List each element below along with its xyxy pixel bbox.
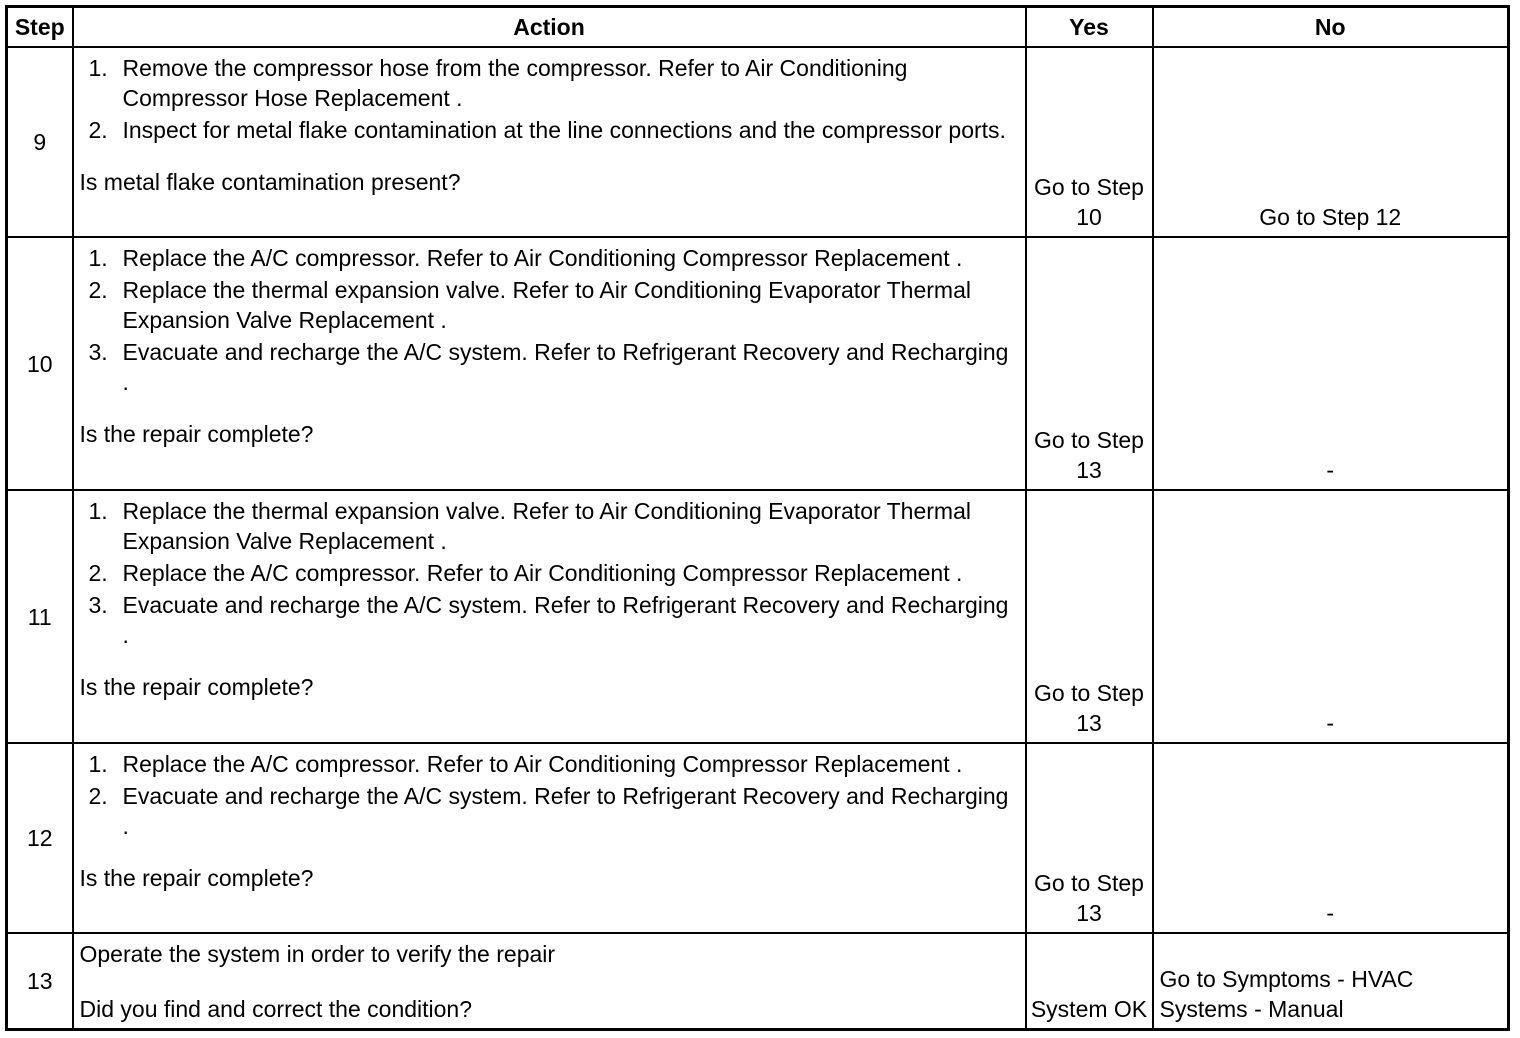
list-item-text: Replace the A/C compressor. Refer to Air Conditioning Compressor Replacement . [122,751,963,777]
list-item-text: Replace the A/C compressor. Refer to Air Conditioning Compressor Replacement . [122,560,963,586]
action-instruction: Operate the system in order to verify the repair [79,941,556,967]
step-question: Is the repair complete? [79,674,314,700]
header-no: No [1153,7,1509,48]
list-item [80,496,1019,556]
table-row [7,743,1509,933]
step-question: Did you find and correct the condition? [79,996,473,1022]
list-item-text: Replace the thermal expansion valve. Refer to Air Conditioning Evaporator Thermal Expansion Valve Replacement . [122,498,971,554]
spacer [80,969,1019,994]
list-item [80,275,1019,335]
step-question: Is the repair complete? [79,865,314,891]
action-cell [73,47,1026,237]
table-row [7,237,1509,490]
step-question: Is the repair complete? [79,421,314,447]
yes-result: Go to Step 13 [1026,490,1153,743]
list-item [80,781,1019,841]
action-steps-list [80,243,1019,397]
action-steps-list [80,749,1019,841]
list-item-number: 2. [88,560,108,586]
list-item [80,558,1019,588]
list-item-text: Evacuate and recharge the A/C system. Refer to Refrigerant Recovery and Recharging . [122,592,1009,648]
table-row [7,933,1509,1030]
yes-result: Go to Step 13 [1026,743,1153,933]
list-item-text: Remove the compressor hose from the compressor. Refer to Air Conditioning Compressor Hose Replacement . [122,55,908,111]
header-yes: Yes [1026,7,1153,48]
list-item-text: Evacuate and recharge the A/C system. Refer to Refrigerant Recovery and Recharging . [122,339,1009,395]
action-cell [73,490,1026,743]
list-item [80,53,1019,113]
step-question: Is metal flake contamination present? [79,169,461,195]
step-number: 12 [7,743,73,933]
header-step: Step [7,7,73,48]
step-number: 11 [7,490,73,743]
list-item-number: 2. [88,277,108,303]
list-item [80,749,1019,779]
action-cell [73,237,1026,490]
list-item-number: 2. [88,783,108,809]
yes-result: System OK [1026,933,1153,1030]
action-steps-list [80,496,1019,650]
diagnostic-table-page [5,5,1510,1031]
step-number: 13 [7,933,73,1030]
step-number: 9 [7,47,73,237]
list-item [80,337,1019,397]
list-item-number: 3. [88,592,108,618]
no-result: - [1153,490,1509,743]
table-header-row [7,7,1509,48]
no-result: Go to Step 12 [1153,47,1509,237]
no-result: Go to Symptoms - HVAC Systems - Manual [1153,933,1509,1030]
table-row [7,47,1509,237]
table-row [7,490,1509,743]
action-cell [73,743,1026,933]
header-action: Action [73,7,1026,48]
list-item-text: Inspect for metal flake contamination at the line connections and the compressor ports. [122,117,1006,143]
list-item [80,115,1019,145]
list-item [80,243,1019,273]
no-result: - [1153,237,1509,490]
diagnostic-steps-table [5,5,1510,1031]
action-cell [73,933,1026,1030]
list-item-number: 1. [88,498,108,524]
list-item-number: 1. [88,55,108,81]
yes-result: Go to Step 13 [1026,237,1153,490]
yes-result: Go to Step 10 [1026,47,1153,237]
list-item-number: 1. [88,245,108,271]
list-item-text: Replace the thermal expansion valve. Refer to Air Conditioning Evaporator Thermal Expansion Valve Replacement . [122,277,971,333]
list-item-number: 1. [88,751,108,777]
no-result: - [1153,743,1509,933]
action-steps-list [80,53,1019,145]
list-item-text: Replace the A/C compressor. Refer to Air Conditioning Compressor Replacement . [122,245,963,271]
list-item-number: 2. [88,117,108,143]
list-item-number: 3. [88,339,108,365]
list-item [80,590,1019,650]
step-number: 10 [7,237,73,490]
list-item-text: Evacuate and recharge the A/C system. Refer to Refrigerant Recovery and Recharging . [122,783,1009,839]
